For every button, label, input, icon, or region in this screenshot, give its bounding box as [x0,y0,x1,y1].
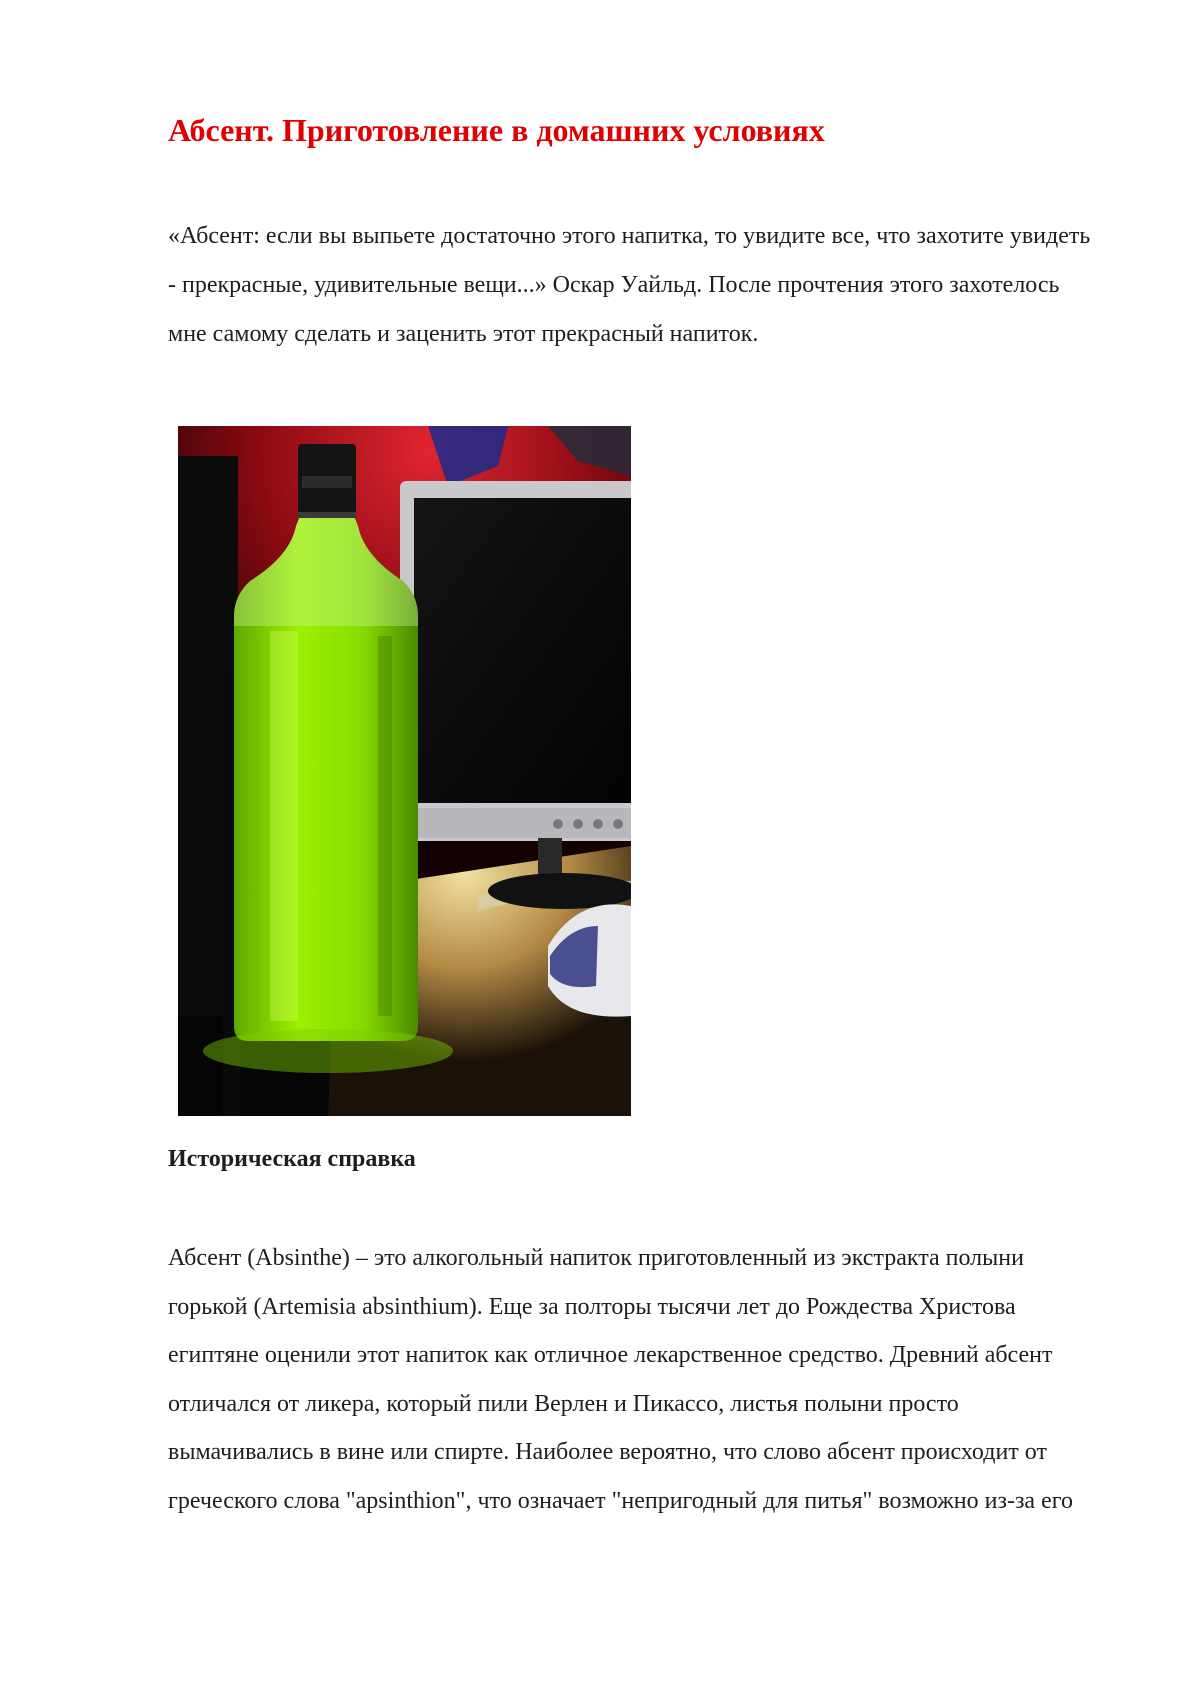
section-paragraph: Абсент (Absinthe) – это алкогольный напиток приготовленный из экстракта полыни горькой (Artemisia absinthium). Еще за полторы тысячи лет до Рождества Христова египтяне оценили этот напиток как отличное лекарственное средство. Древний абсент отличался от ликера, который пили Верлен и Пикассо, листья полыни просто вымачивались в вине или спирте. Наиболее вероятно, что слово абсент происходит от греческого слова "apsinthion", что означает "непригодный для питья" возможно из-за его [168,1245,1073,1514]
page-title: Абсент. Приготовление в домашних условиях [168,112,825,148]
absinthe-bottle-photo [178,426,631,1116]
intro-paragraph: «Абсент: если вы выпьете достаточно этого напитка, то увидите все, что захотите увидеть - прекрасные, удивительные вещи...» Оскар Уайльд. После прочтения этого захотелось мне самому сделать и заценить этот прекрасный напиток. [168,223,1091,347]
section-heading: Историческая справка [168,1146,416,1172]
